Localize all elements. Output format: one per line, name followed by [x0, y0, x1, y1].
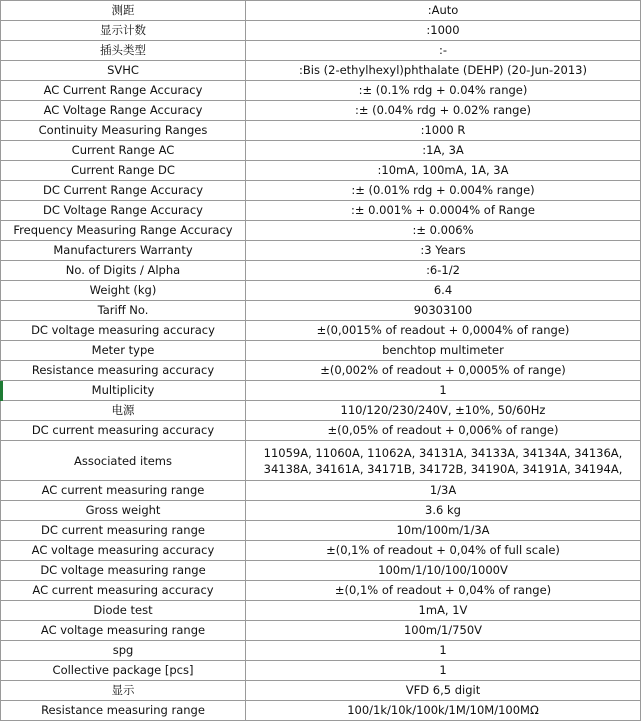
spec-label-cell[interactable]: Current Range DC: [1, 161, 246, 181]
spec-value-cell[interactable]: 1mA, 1V: [246, 601, 641, 621]
spec-row: [1, 561, 641, 581]
spec-label-cell[interactable]: Multiplicity: [1, 381, 246, 401]
spec-label-cell[interactable]: Resistance measuring accuracy: [1, 361, 246, 381]
spec-value-cell[interactable]: ±(0,1% of readout + 0,04% of range): [246, 581, 641, 601]
spec-row: [1, 281, 641, 301]
spec-row: [1, 121, 641, 141]
spec-label-cell[interactable]: Tariff No.: [1, 301, 246, 321]
spec-label-cell[interactable]: AC Voltage Range Accuracy: [1, 101, 246, 121]
spec-label-cell[interactable]: AC Current Range Accuracy: [1, 81, 246, 101]
spec-label-cell[interactable]: AC voltage measuring accuracy: [1, 541, 246, 561]
spec-value-cell[interactable]: :± (0.04% rdg + 0.02% range): [246, 101, 641, 121]
row-selection-marker: [0, 381, 3, 401]
spec-row: [1, 621, 641, 641]
spec-label-cell[interactable]: SVHC: [1, 61, 246, 81]
spec-value-cell[interactable]: :± 0.001% + 0.0004% of Range: [246, 201, 641, 221]
spec-label-cell[interactable]: Weight (kg): [1, 281, 246, 301]
spec-label-cell[interactable]: DC current measuring range: [1, 521, 246, 541]
spec-value-cell[interactable]: :Bis (2-ethylhexyl)phthalate (DEHP) (20-Jun-2013): [246, 61, 641, 81]
spec-value-cell[interactable]: 1/3A: [246, 481, 641, 501]
spec-row: [1, 261, 641, 281]
spec-row: [1, 321, 641, 341]
spec-value-cell[interactable]: :1000 R: [246, 121, 641, 141]
spec-label-cell[interactable]: DC voltage measuring accuracy: [1, 321, 246, 341]
spec-row: [1, 401, 641, 421]
spec-value-cell[interactable]: ±(0,002% of readout + 0,0005% of range): [246, 361, 641, 381]
spec-row: [1, 341, 641, 361]
spec-label-cell[interactable]: AC current measuring accuracy: [1, 581, 246, 601]
spec-label-cell[interactable]: AC voltage measuring range: [1, 621, 246, 641]
spec-row: [1, 501, 641, 521]
spec-value-cell[interactable]: :± (0.1% rdg + 0.04% range): [246, 81, 641, 101]
spec-label-cell[interactable]: Current Range AC: [1, 141, 246, 161]
spec-row: [1, 601, 641, 621]
spec-table-body: [1, 1, 641, 721]
spec-label-cell[interactable]: Diode test: [1, 601, 246, 621]
spec-label-cell[interactable]: Continuity Measuring Ranges: [1, 121, 246, 141]
spec-row: [1, 581, 641, 601]
spec-row: [1, 681, 641, 701]
spec-value-cell[interactable]: 3.6 kg: [246, 501, 641, 521]
spec-label-cell[interactable]: Associated items: [1, 441, 246, 481]
spec-value-cell[interactable]: :3 Years: [246, 241, 641, 261]
spec-label-cell[interactable]: DC current measuring accuracy: [1, 421, 246, 441]
spec-row: [1, 141, 641, 161]
spec-label-cell[interactable]: Gross weight: [1, 501, 246, 521]
spec-row: [1, 521, 641, 541]
spec-row: [1, 221, 641, 241]
spec-label-cell[interactable]: 插头类型: [1, 41, 246, 61]
spec-label-cell[interactable]: Frequency Measuring Range Accuracy: [1, 221, 246, 241]
spec-value-cell[interactable]: 6.4: [246, 281, 641, 301]
spec-row: [1, 1, 641, 21]
spec-row: [1, 421, 641, 441]
spec-row: [1, 101, 641, 121]
spec-value-cell[interactable]: :1000: [246, 21, 641, 41]
spec-value-cell[interactable]: 11059A, 11060A, 11062A, 34131A, 34133A, 34134A, 34136A, 34138A, 34161A, 34171B, 34172B, 34190A, 34191A, 34194A,: [246, 441, 641, 481]
spec-row: [1, 81, 641, 101]
spec-row: [1, 301, 641, 321]
spec-row: [1, 41, 641, 61]
spec-value-cell[interactable]: 1: [246, 381, 641, 401]
spec-label-cell[interactable]: No. of Digits / Alpha: [1, 261, 246, 281]
spec-label-cell[interactable]: Manufacturers Warranty: [1, 241, 246, 261]
spec-value-cell[interactable]: 100m/1/750V: [246, 621, 641, 641]
spec-label-cell[interactable]: 显示: [1, 681, 246, 701]
spec-label-cell[interactable]: Collective package [pcs]: [1, 661, 246, 681]
spec-value-cell[interactable]: :10mA, 100mA, 1A, 3A: [246, 161, 641, 181]
spec-row: [1, 181, 641, 201]
spec-label-cell[interactable]: 电源: [1, 401, 246, 421]
spec-value-cell[interactable]: 100/1k/10k/100k/1M/10M/100MΩ: [246, 701, 641, 721]
spec-label-cell[interactable]: 测距: [1, 1, 246, 21]
spec-row: [1, 361, 641, 381]
spec-value-cell[interactable]: :± (0.01% rdg + 0.004% range): [246, 181, 641, 201]
spec-row: [1, 21, 641, 41]
spec-value-cell[interactable]: :6-1/2: [246, 261, 641, 281]
spec-value-cell[interactable]: 1: [246, 661, 641, 681]
spec-label-cell[interactable]: spg: [1, 641, 246, 661]
spec-value-cell[interactable]: 110/120/230/240V, ±10%, 50/60Hz: [246, 401, 641, 421]
spec-value-cell[interactable]: ±(0,05% of readout + 0,006% of range): [246, 421, 641, 441]
spec-label-cell[interactable]: DC Current Range Accuracy: [1, 181, 246, 201]
spec-value-cell[interactable]: :± 0.006%: [246, 221, 641, 241]
spec-row: [1, 701, 641, 721]
spec-label-cell[interactable]: DC voltage measuring range: [1, 561, 246, 581]
spec-row: [1, 201, 641, 221]
spec-value-cell[interactable]: 1: [246, 641, 641, 661]
spec-value-cell[interactable]: 10m/100m/1/3A: [246, 521, 641, 541]
spec-row: [1, 241, 641, 261]
spec-row: [1, 481, 641, 501]
spec-row: [1, 541, 641, 561]
spec-value-cell[interactable]: :-: [246, 41, 641, 61]
spec-value-cell[interactable]: :1A, 3A: [246, 141, 641, 161]
spec-value-cell[interactable]: ±(0,0015% of readout + 0,0004% of range): [246, 321, 641, 341]
spec-row: [1, 161, 641, 181]
spec-label-cell[interactable]: DC Voltage Range Accuracy: [1, 201, 246, 221]
spec-row: [1, 61, 641, 81]
spec-label-cell[interactable]: Meter type: [1, 341, 246, 361]
spec-value-cell[interactable]: benchtop multimeter: [246, 341, 641, 361]
spec-value-cell[interactable]: 100m/1/10/100/1000V: [246, 561, 641, 581]
spec-row: [1, 441, 641, 481]
spec-row: [1, 661, 641, 681]
spec-value-cell[interactable]: VFD 6,5 digit: [246, 681, 641, 701]
spec-label-cell[interactable]: AC current measuring range: [1, 481, 246, 501]
spec-value-cell[interactable]: :Auto: [246, 1, 641, 21]
spec-label-cell[interactable]: 显示计数: [1, 21, 246, 41]
spec-row: [1, 381, 641, 401]
spec-row: [1, 641, 641, 661]
spec-value-cell[interactable]: 90303100: [246, 301, 641, 321]
spec-value-cell[interactable]: ±(0,1% of readout + 0,04% of full scale): [246, 541, 641, 561]
spec-label-cell[interactable]: Resistance measuring range: [1, 701, 246, 721]
